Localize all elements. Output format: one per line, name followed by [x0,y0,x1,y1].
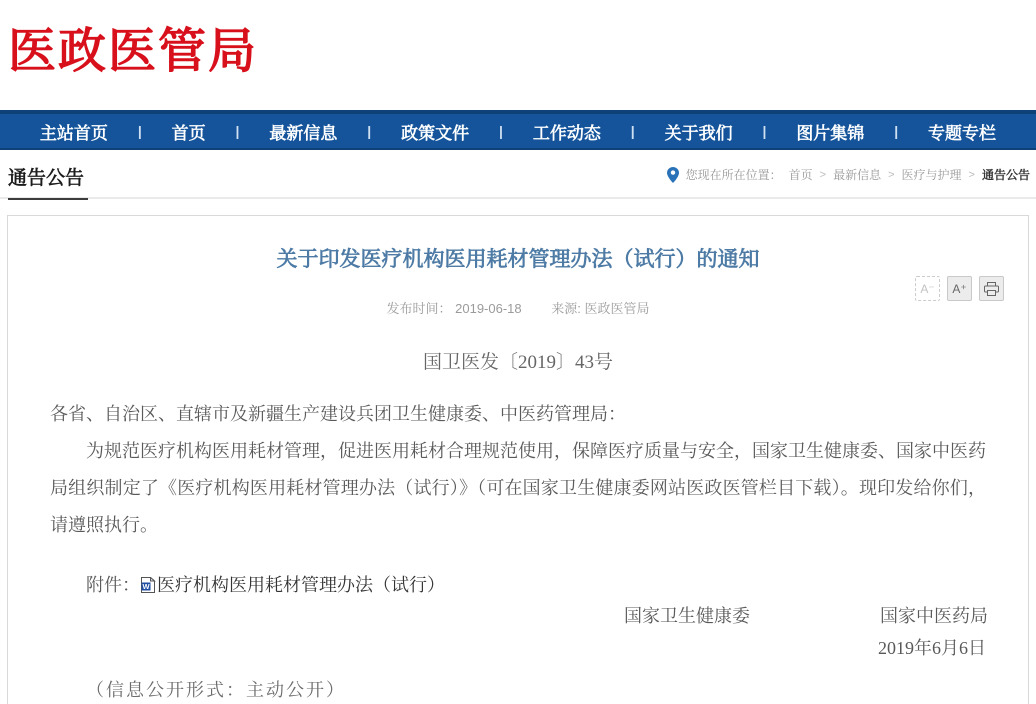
nav-item-policy-documents[interactable]: 政策文件 [401,123,470,143]
nav-item-photo-gallery[interactable]: 图片集锦 [796,123,865,143]
nav-divider: | [367,123,372,139]
signature-row [8,602,1028,628]
body-paragraph: 为规范医疗机构医用耗材管理，促进医用耗材合理规范使用，保障医疗质量与安全，国家卫生健康委、国家中医药局组织制定了《医疗机构医用耗材管理办法（试行）》（可在国家卫生健康委网站医政医管栏目下载）。现印发给你们，请遵照执行。 [50,441,986,535]
breadcrumb-bar [0,150,1036,199]
signer-nhc: 国家卫生健康委 [624,606,750,626]
attachment-link[interactable]: 医疗机构医用耗材管理办法（试行） [157,575,445,595]
breadcrumb-current: 通告公告 [981,168,1030,182]
breadcrumb-label: 您现在所在位置： [685,168,782,182]
site-header [0,0,1036,110]
section-title: 通告公告 [8,163,88,200]
nav-divider: | [235,123,240,139]
site-logo: 医政医管局 [8,25,259,78]
nav-divider: | [762,123,767,139]
nav-divider: | [137,123,142,139]
publish-time-value: 2019-06-18 [455,301,522,316]
source-label: 来源: [551,301,581,316]
breadcrumb [667,166,1030,183]
breadcrumb-home[interactable]: 首页 [788,168,813,182]
breadcrumb-separator: > [968,168,975,181]
article-toolbar [915,276,1004,301]
salutation-paragraph: 各省、自治区、直辖市及新疆生产建设兵团卫生健康委、中医药管理局： [50,404,626,424]
nav-item-main-home[interactable]: 主站首页 [39,123,108,143]
nav-item-home[interactable]: 首页 [171,123,206,143]
signature-date: 2019年6月6日 [878,638,986,658]
breadcrumb-separator: > [888,168,895,181]
attachment-line [8,571,1028,597]
article-body [8,396,1028,544]
document-number: 国卫医发〔2019〕43号 [422,352,613,373]
nav-item-about-us[interactable]: 关于我们 [664,123,733,143]
word-document-icon [140,577,156,593]
nav-divider: | [630,123,635,139]
location-pin-icon [667,167,679,183]
main-nav [0,110,1036,150]
font-increase-button[interactable]: A⁺ [947,276,972,301]
article-title: 关于印发医疗机构医用耗材管理办法（试行）的通知 [276,248,760,271]
nav-divider: | [499,123,503,139]
disclosure-note: （信息公开形式：主动公开） [86,680,346,700]
breadcrumb-medical-nursing[interactable]: 医疗与护理 [901,168,962,182]
svg-text:W: W [142,582,150,591]
nav-divider: | [894,123,899,139]
publish-time-label: 发布时间： [386,301,452,316]
nav-item-latest-news[interactable]: 最新信息 [269,123,338,143]
font-decrease-button[interactable]: A⁻ [915,276,940,301]
attachment-label: 附件： [86,575,140,595]
nav-item-special-topics[interactable]: 专题专栏 [928,123,997,143]
printer-icon [984,282,999,296]
print-button[interactable] [979,276,1004,301]
article-container [7,215,1029,704]
article-meta [8,298,1028,317]
breadcrumb-latest-news[interactable]: 最新信息 [833,168,882,182]
nav-item-work-trends[interactable]: 工作动态 [532,123,601,143]
breadcrumb-separator: > [819,168,827,181]
source-value: 医政医管局 [584,301,650,316]
signer-tcm: 国家中医药局 [880,606,988,626]
